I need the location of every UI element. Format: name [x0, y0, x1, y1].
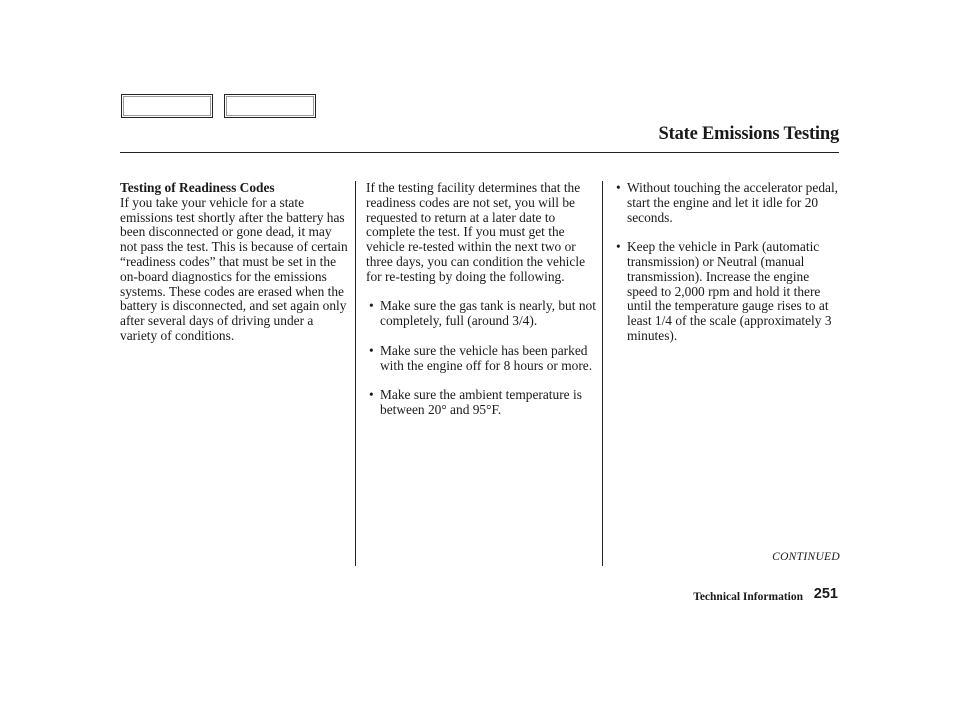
continued-label: CONTINUED — [772, 551, 840, 563]
page-title: State Emissions Testing — [658, 124, 839, 144]
column-2 — [366, 181, 598, 433]
bullet-icon: • — [616, 180, 621, 195]
column-divider-1 — [355, 181, 356, 566]
conditioning-list — [366, 299, 598, 417]
header-rule — [120, 152, 839, 153]
column-3 — [613, 181, 841, 359]
list-item — [613, 181, 841, 225]
bullet-icon: • — [369, 342, 374, 358]
list-item — [366, 344, 598, 374]
list-item-text: Keep the vehicle in Park (automatic transmission) or Neutral (manual transmission). Increase the engine speed to 2,000 rpm and hold it there until the temperature gauge rises to at least 1/4 of the scale (approximately 3 minutes). — [627, 239, 832, 343]
retest-intro-paragraph: If the testing facility determines that the readiness codes are not set, you will be requested to return at a later date to complete the test. If you must get the vehicle re-tested within the next two or three days, you can condition the vehicle for re-testing by doing the following. — [366, 180, 586, 284]
column-1 — [120, 181, 348, 344]
bullet-icon: • — [369, 298, 374, 314]
footer-section-title: Technical Information — [693, 591, 803, 603]
list-item — [366, 388, 598, 418]
bullet-icon: • — [369, 387, 374, 403]
list-item — [366, 299, 598, 329]
column-divider-2 — [602, 181, 603, 566]
list-item-text: Make sure the vehicle has been parked with the engine off for 8 hours or more. — [380, 342, 593, 373]
section-heading: Testing of Readiness Codes — [120, 180, 275, 195]
list-item-text: Without touching the accelerator pedal, start the engine and let it idle for 20 seconds. — [627, 180, 839, 225]
page-number: 251 — [813, 586, 838, 602]
nav-tab-box-1[interactable] — [121, 94, 213, 118]
bullet-icon: • — [616, 239, 621, 255]
engine-procedure-list — [613, 181, 841, 344]
list-item-text: Make sure the ambient temperature is between 20° and 95°F. — [380, 387, 582, 417]
readiness-codes-paragraph: If you take your vehicle for a state emissions test shortly after the battery has been disconnected or gone dead, it may not pass the test. This is because of certain “readiness codes” that must be set in the on-board diagnostics for the emissions systems. These codes are erased when the battery is disconnected, and set again only after several days of driving under a variety of conditions. — [120, 194, 348, 343]
nav-tab-box-2[interactable] — [224, 94, 316, 118]
list-item-text: Make sure the gas tank is nearly, but not completely, full (around 3/4). — [380, 298, 596, 329]
list-item — [613, 240, 841, 344]
